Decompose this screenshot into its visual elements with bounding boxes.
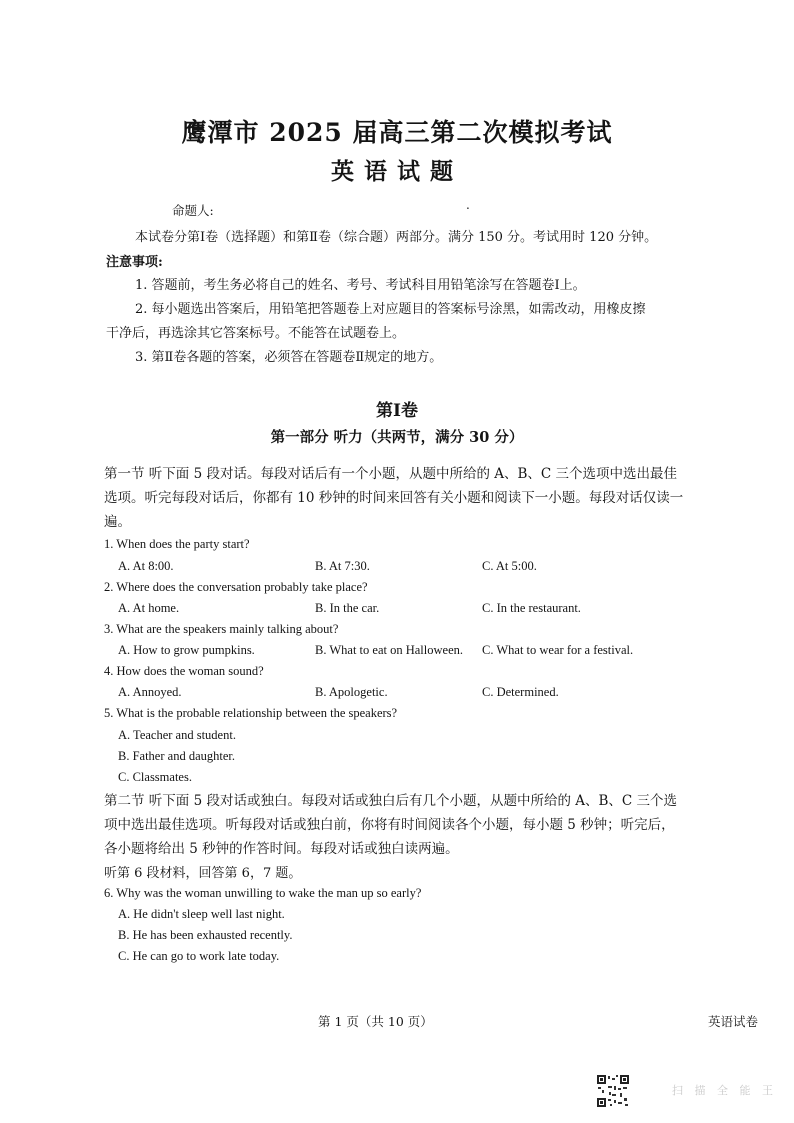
setter-mark: . [466, 198, 470, 212]
question-stem: 4. How does the woman sound? [104, 664, 264, 678]
page-number: 第 1 页（共 10 页） [318, 1014, 433, 1029]
exam-subtitle: 英语试题 [331, 158, 463, 185]
option-b: B. He has been exhausted recently. [118, 928, 293, 942]
notes-title: 注意事项: [106, 255, 163, 270]
option-b: B. At 7:30. [315, 559, 370, 573]
option-c: C. He can go to work late today. [118, 949, 280, 963]
material-note: 听第 6 段材料，回答第 6，7 题。 [104, 866, 302, 881]
question-stem: 3. What are the speakers mainly talking about? [104, 622, 339, 636]
qr-code-icon [596, 1074, 630, 1108]
question-stem: 6. Why was the woman unwilling to wake the man up so early? [104, 886, 422, 900]
note-1: 1. 答题前，考生务必将自己的姓名、考号、考试科目用铅笔涂写在答题卷Ⅰ上。 [135, 278, 586, 293]
option-b: B. Apologetic. [315, 685, 388, 699]
intro-line: 本试卷分第Ⅰ卷（选择题）和第Ⅱ卷（综合题）两部分。满分 150 分。考试用时 120 分钟。 [135, 230, 658, 245]
note-2: 2. 每小题选出答案后，用铅笔把答题卷上对应题目的答案标号涂黑，如需改动，用橡皮擦 [135, 302, 646, 317]
option-a: A. He didn't sleep well last night. [118, 907, 285, 921]
option-b: B. In the car. [315, 601, 380, 615]
option-c: C. In the restaurant. [482, 601, 581, 615]
question-stem: 5. What is the probable relationship between the speakers? [104, 706, 398, 720]
option-c: C. Classmates. [118, 770, 192, 784]
exam-title: 鹰潭市 2025 届高三第二次模拟考试 [181, 118, 613, 147]
volume-label: 第Ⅰ卷 [376, 401, 418, 421]
section2-directions: 第二节 听下面 5 段对话或独白。每段对话或独白后有几个小题，从题中所给的 A、B、C 三个选项中选出最佳选项。听每段对话或独白前，你将有时间阅读各个小题，每小题 5 秒钟；听完后，各小题将给出 5 秒钟的作答时间。每段对话或独白读两遍。 [104, 793, 678, 857]
setter-label: 命题人: [172, 203, 214, 218]
question-stem: 2. Where does the conversation probably take place? [104, 580, 368, 594]
option-a: A. At 8:00. [118, 559, 174, 573]
subject-label: 英语试卷 [708, 1014, 759, 1029]
option-a: A. How to grow pumpkins. [118, 643, 255, 657]
option-b: B. Father and daughter. [118, 749, 235, 763]
option-a: A. Teacher and student. [118, 728, 236, 742]
section1-directions: 第一节 听下面 5 段对话。每段对话后有一个小题，从题中所给的 A、B、C 三个选项中选出最佳选项。听完每段对话后，你都有 10 秒钟的时间来回答有关小题和阅读下一小题。每段对话仅读一遍。 [104, 466, 684, 530]
option-c: C. Determined. [482, 685, 559, 699]
option-c: C. What to wear for a festival. [482, 643, 634, 657]
option-c: C. At 5:00. [482, 559, 537, 573]
option-a: A. At home. [118, 601, 180, 615]
scanner-watermark: 扫 描 全 能 王 [672, 1084, 777, 1097]
option-b: B. What to eat on Halloween. [315, 643, 463, 657]
note-2-cont: 干净后，再选涂其它答案标号。不能答在试题卷上。 [106, 326, 406, 341]
question-stem: 1. When does the party start? [104, 537, 250, 551]
part-heading: 第一部分 听力（共两节，满分 30 分） [270, 429, 524, 446]
note-3: 3. 第Ⅱ卷各题的答案，必须答在答题卷Ⅱ规定的地方。 [135, 350, 443, 365]
option-a: A. Annoyed. [118, 685, 182, 699]
